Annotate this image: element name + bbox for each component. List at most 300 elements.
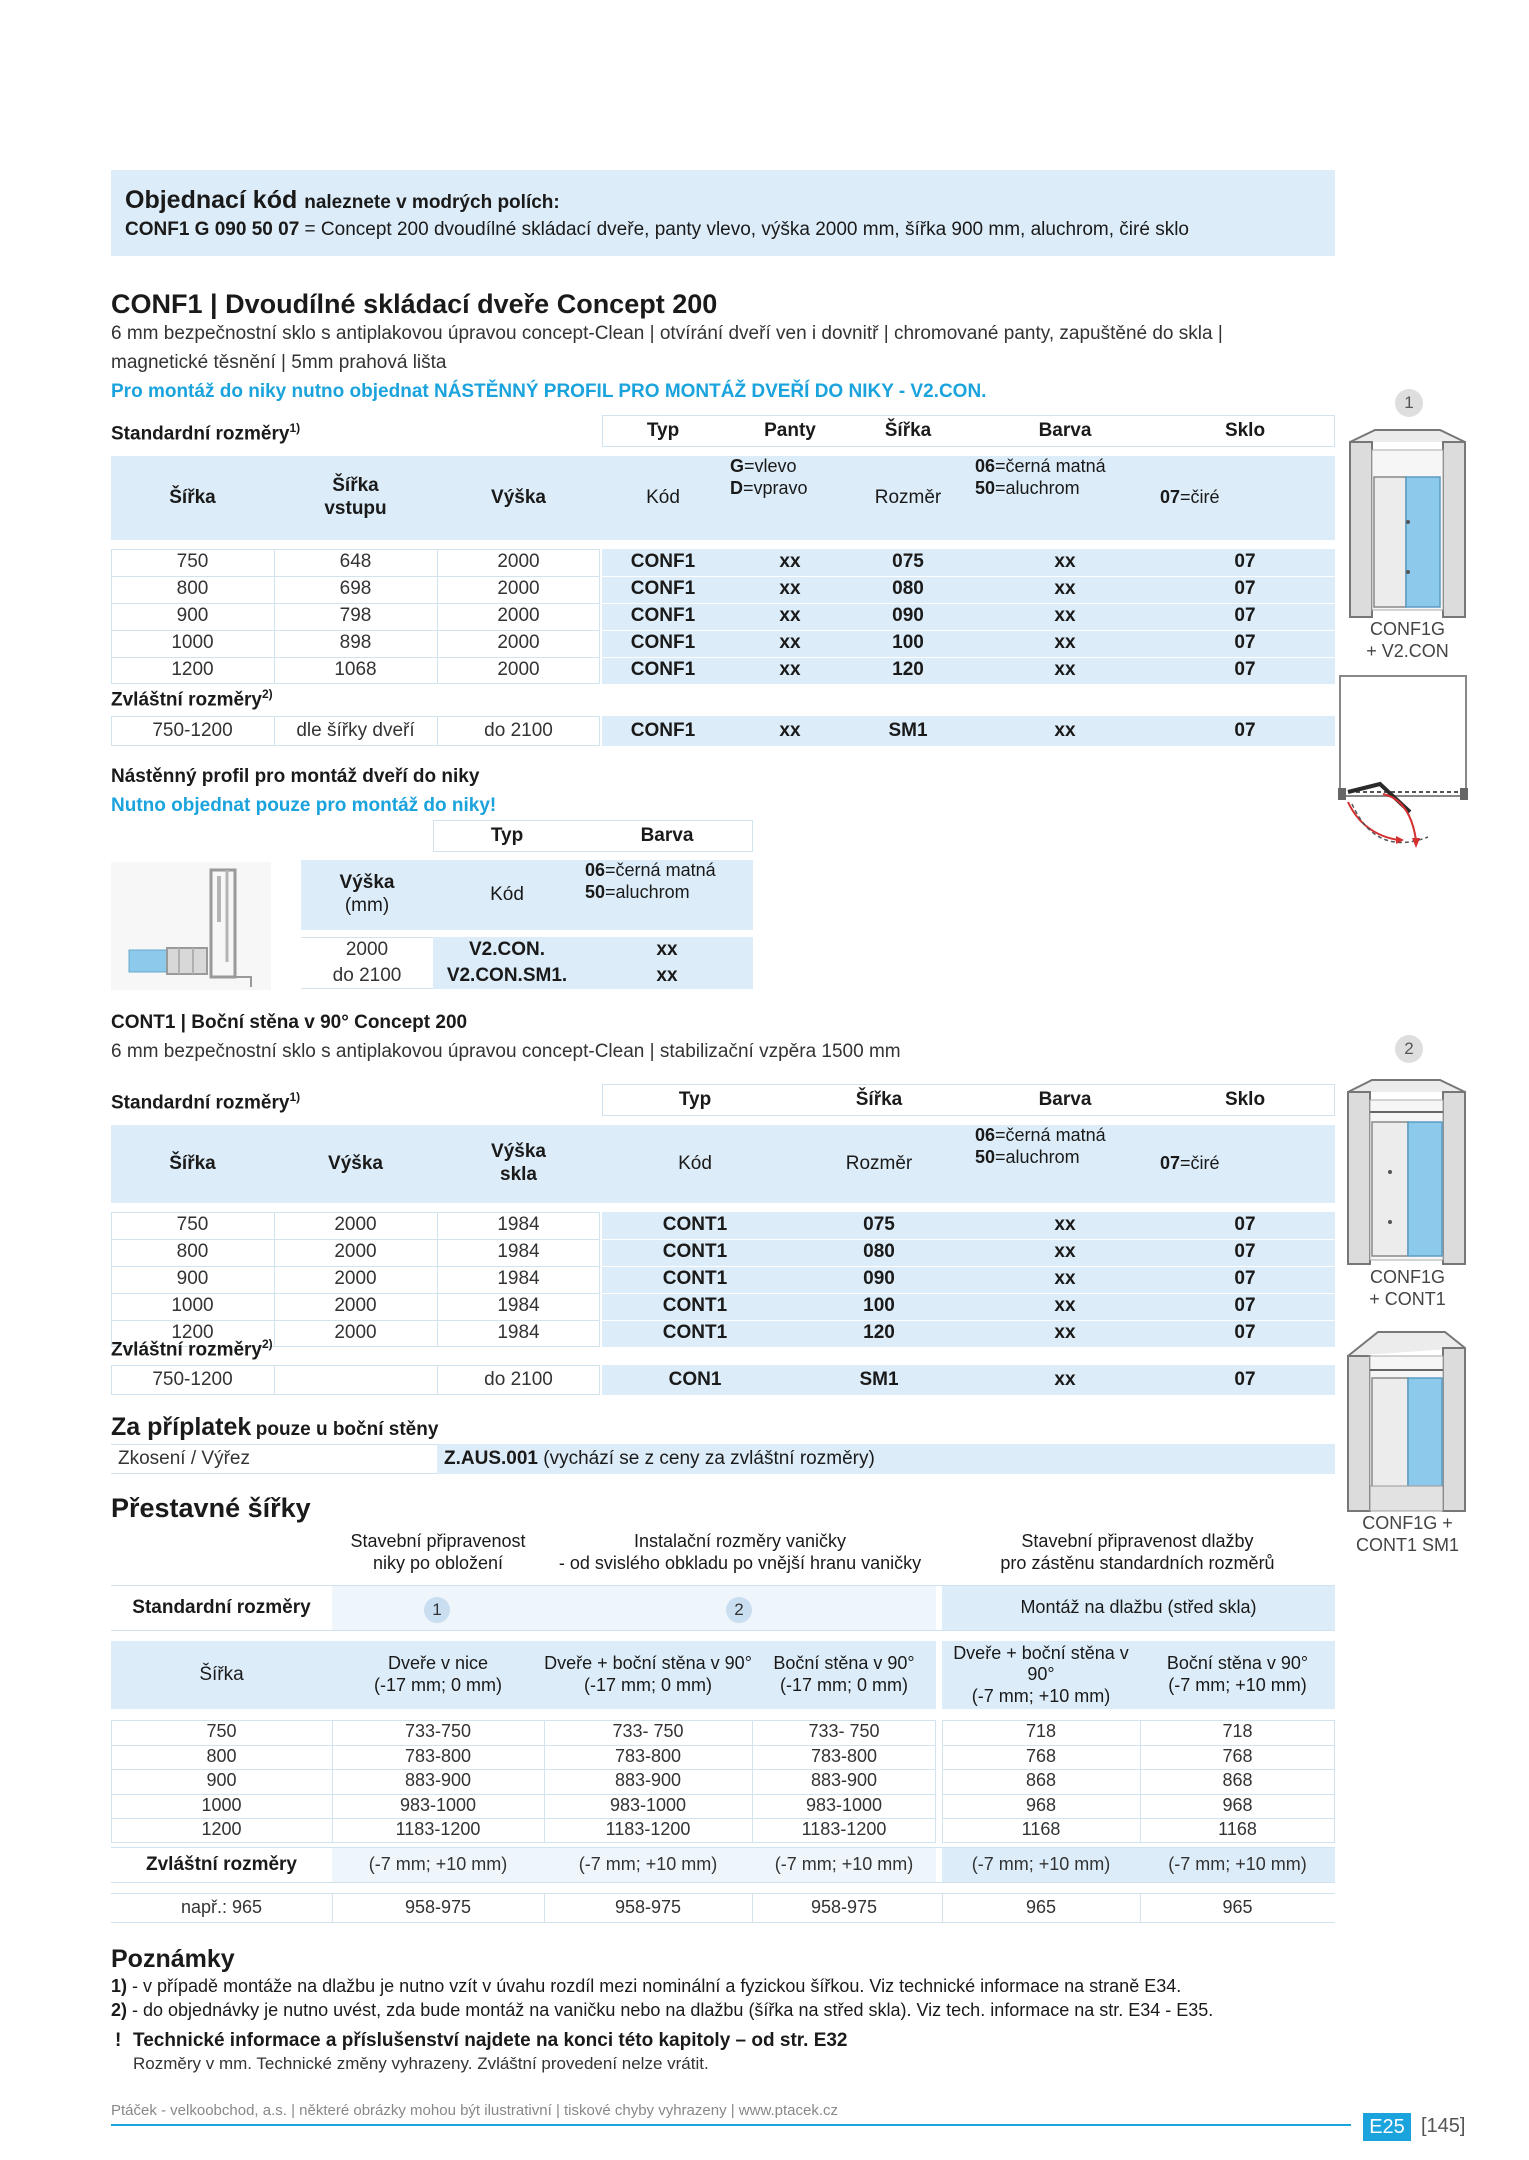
profile-note: Nutno objednat pouze pro montáž do niky! — [111, 795, 497, 816]
table-cell: 750 — [176, 551, 209, 573]
table-cell: 07 — [1234, 1368, 1256, 1390]
cont1-special-label-text: Zvláštní rozměry — [111, 1339, 262, 1361]
table-cell: 1168 — [1021, 1819, 1061, 1840]
prestavne-col-header — [332, 1641, 544, 1709]
conf1-std-sup: 1) — [289, 421, 301, 435]
table-cell: V2.CON.SM1. — [446, 964, 568, 986]
table-col-divider — [332, 1893, 333, 1923]
table-cell: 648 — [339, 551, 372, 573]
table-cell: 750-1200 — [152, 1368, 233, 1390]
shower-niche-illustration — [1340, 422, 1475, 622]
order-title-big: Objednací kód — [125, 186, 298, 214]
table-cell: 968 — [1222, 1794, 1253, 1815]
table-cell: 900 — [206, 1770, 237, 1791]
cont1-std-sup: 1) — [289, 1090, 301, 1104]
prestavne-col-header-line: Dveře v nice — [387, 1653, 489, 1674]
order-code-example — [125, 219, 1189, 241]
table-cell: 883-900 — [810, 1770, 878, 1791]
prestavne-col-header-line: Boční stěna v 90° — [1166, 1653, 1309, 1674]
side-badge-2-text: 2 — [1404, 1038, 1414, 1058]
table-cell: 2000 — [497, 578, 540, 600]
table-cell: SM1 — [859, 1368, 899, 1390]
conf1-panty-g-code: G — [730, 456, 745, 476]
table-cell: 100 — [892, 632, 924, 654]
conf1-col-sklo — [1160, 456, 1330, 540]
tech-info-sub: Rozměry v mm. Technické změny vyhrazeny. Zvláštní provedení nelze vrátit. — [133, 2054, 709, 2073]
table-cell: (-7 mm; +10 mm) — [368, 1854, 508, 1875]
table-cell: CONF1 — [630, 551, 696, 573]
table-cell: xx — [779, 632, 801, 654]
table-cell: xx — [656, 964, 678, 986]
table-col-divider — [332, 1720, 333, 1843]
table-cell: (-7 mm; +10 mm) — [578, 1854, 718, 1875]
conf1-panty-g-text: =vlevo — [744, 456, 797, 476]
table-cell: do 2100 — [484, 1368, 553, 1390]
table-col-divider — [274, 549, 275, 684]
table-cell: V2.CON. — [468, 938, 546, 960]
table-cell: 1200 — [201, 1819, 242, 1840]
table-cell: 898 — [339, 632, 372, 654]
profile-vyska-unit: (mm) — [344, 895, 390, 916]
table-cell: xx — [1054, 605, 1076, 627]
cont1-barva-50-text: =aluchrom — [995, 1146, 1080, 1167]
notes-title: Poznámky — [111, 1945, 235, 1973]
conf1-col-rozmer: Rozměr — [874, 486, 942, 508]
profile-col-barva — [585, 860, 753, 930]
table-cell: 958-975 — [614, 1897, 682, 1918]
table-cell: 2000 — [497, 605, 540, 627]
table-cell: 07 — [1234, 632, 1256, 654]
priplatek-label: Zkosení / Výřez — [118, 1448, 250, 1469]
cont1-top-header: Sklo — [1224, 1088, 1266, 1110]
table-cell: 2000 — [497, 551, 540, 573]
table-cell: 1168 — [1218, 1819, 1257, 1840]
table-cell: xx — [779, 578, 801, 600]
table-cell: 868 — [1025, 1770, 1057, 1791]
prestavne-col-header-line: (-17 mm; 0 mm) — [374, 1675, 502, 1695]
side-caption-3 — [1330, 1512, 1485, 1558]
cont1-special-label — [111, 1337, 273, 1361]
order-title-small: naleznete v modrých polích: — [304, 192, 560, 213]
order-example-text: = Concept 200 dvoudílné skládací dveře, panty vlevo, výška 2000 mm, šířka 900 mm, aluchrom, čiré sklo — [304, 219, 1189, 240]
table-cell: 07 — [1234, 1268, 1256, 1290]
prestavne-group2 — [544, 1530, 936, 1576]
table-cell: xx — [779, 659, 801, 681]
conf1-barva-50-text: =aluchrom — [995, 477, 1080, 498]
side-caption-2 — [1340, 1266, 1475, 1312]
prestavne-group1-line2: niky po obložení — [372, 1553, 504, 1573]
conf1-std-label — [111, 421, 300, 445]
table-cell: 1984 — [497, 1295, 540, 1317]
note-2-text: - do objednávky je nutno uvést, zda bude montáž na vaničku nebo na dlažbu (šířka na střed skla). Viz tech. informace na str. E34 - E35. — [127, 2000, 1214, 2020]
footer-page-code-text: E25 — [1369, 2116, 1405, 2138]
side-caption-1 — [1340, 618, 1475, 664]
side-caption-1-line1: CONF1G — [1369, 619, 1445, 640]
prestavne-group2-line1: Instalační rozměry vaničky — [633, 1531, 847, 1552]
prestavne-std-label: Standardní rozměry — [132, 1596, 311, 1618]
profile-col-barva-header: Barva — [640, 824, 694, 846]
conf1-top-header: Sklo — [1224, 419, 1266, 441]
profile-barva-06-text: =černá matná — [605, 860, 716, 880]
cont1-std-label-text: Standardní rozměry — [111, 1092, 290, 1114]
order-code-title — [125, 186, 560, 215]
table-cell: 1200 — [171, 659, 214, 681]
table-cell: 900 — [176, 1268, 209, 1290]
table-cell: 968 — [1025, 1794, 1057, 1815]
table-cell: 733- 750 — [808, 1721, 880, 1742]
table-cell: 2000 — [497, 659, 540, 681]
cont1-desc: 6 mm bezpečnostní sklo s antiplakovou úpravou concept-Clean | stabilizační vzpěra 1500 mm — [111, 1041, 901, 1062]
table-cell: 1068 — [334, 659, 377, 681]
table-cell: 733-750 — [404, 1721, 472, 1742]
profile-col-typ-header: Typ — [490, 824, 524, 846]
prestavne-col-header — [1140, 1641, 1335, 1709]
profile-vyska-label: Výška — [339, 872, 395, 894]
table-cell: 07 — [1234, 578, 1256, 600]
priplatek-title — [111, 1413, 438, 1442]
table-cell: xx — [656, 938, 678, 960]
prestavne-group1 — [332, 1530, 544, 1576]
side-badge-2 — [1395, 1035, 1423, 1063]
table-cell: 1984 — [497, 1214, 540, 1236]
door-swing-plan-illustration — [1338, 672, 1473, 864]
cont1-barva-06-code: 06 — [975, 1125, 996, 1145]
table-cell: 2000 — [334, 1214, 377, 1236]
table-cell: xx — [1054, 1368, 1076, 1390]
note-2-num: 2) — [111, 2000, 128, 2020]
cont1-top-header: Šířka — [855, 1088, 903, 1110]
prestavne-col-header-line: (-7 mm; +10 mm) — [971, 1685, 1111, 1706]
cont1-col-vyska-skla-1: Výška — [491, 1141, 546, 1163]
conf1-col-panty — [730, 456, 850, 540]
cont1-barva-50-code: 50 — [975, 1146, 996, 1167]
side-caption-1-line2: + V2.CON — [1366, 641, 1449, 661]
prestavne-badge-1-text: 1 — [432, 1599, 442, 1619]
table-col-divider — [437, 549, 438, 684]
table-col-divider — [544, 1893, 545, 1923]
table-cell: xx — [1054, 719, 1076, 741]
conf1-top-header: Typ — [646, 419, 680, 441]
conf1-col-sirka-vstupu-1: Šířka — [332, 475, 379, 497]
conf1-desc-line1: 6 mm bezpečnostní sklo s antiplakovou úpravou concept-Clean | otvírání dveří ven i dovnitř | chromované panty, zapuštěné do skla | — [111, 323, 1223, 344]
tech-info-title: Technické informace a příslušenství najdete na konci této kapitoly – od str. E32 — [133, 2030, 848, 2051]
conf1-note: Pro montáž do niky nutno objednat NÁSTĚNNÝ PROFIL PRO MONTÁŽ DVEŘÍ DO NIKY - V2.CON. — [111, 381, 987, 402]
table-col-divider — [1140, 1893, 1141, 1923]
note-1 — [111, 1976, 1181, 1997]
table-cell: CONT1 — [662, 1268, 728, 1290]
priplatek-title-big: Za příplatek — [111, 1413, 252, 1441]
table-cell: 783-800 — [404, 1745, 472, 1766]
table-cell: 883-900 — [614, 1770, 682, 1791]
side-caption-2-line2: + CONT1 — [1369, 1289, 1446, 1309]
table-cell: do 2100 — [332, 964, 402, 986]
table-cell: xx — [1054, 1322, 1076, 1344]
table-cell: 080 — [892, 578, 924, 600]
table-cell: 07 — [1234, 1214, 1256, 1236]
prestavne-col-header-line: Dveře + boční stěna v 90° — [544, 1653, 752, 1674]
prestavne-montaz: Montáž na dlažbu (střed skla) — [1020, 1597, 1257, 1618]
table-cell: 750 — [206, 1721, 237, 1742]
side-badge-1-text: 1 — [1404, 392, 1414, 412]
table-col-divider — [752, 1893, 753, 1923]
table-cell: CONF1 — [630, 578, 696, 600]
conf1-barva-06-code: 06 — [975, 456, 996, 476]
conf1-special-sup: 2) — [262, 687, 273, 701]
table-cell: 07 — [1234, 605, 1256, 627]
table-cell: 07 — [1234, 1295, 1256, 1317]
table-cell: xx — [779, 605, 801, 627]
table-cell: 958-975 — [404, 1897, 472, 1918]
prestavne-col-header-line: (-17 mm; 0 mm) — [584, 1675, 712, 1695]
cont1-std-label — [111, 1090, 300, 1114]
footer-page-code — [1363, 2113, 1411, 2141]
table-cell: 750-1200 — [152, 719, 233, 741]
table-cell: 100 — [863, 1295, 895, 1317]
prestavne-col-header — [942, 1641, 1140, 1709]
prestavne-title: Přestavné šířky — [111, 1493, 311, 1523]
cont1-top-header: Barva — [1038, 1088, 1092, 1110]
prestavne-col-header-line: Dveře + boční stěna v 90° — [953, 1642, 1129, 1685]
table-cell: 718 — [1025, 1721, 1057, 1742]
table-cell: do 2100 — [484, 719, 553, 741]
note-1-num: 1) — [111, 1976, 128, 1996]
prestavne-badge-1 — [424, 1597, 450, 1623]
prestavne-col-header — [752, 1641, 936, 1709]
side-caption-3-line1: CONF1G + — [1362, 1513, 1453, 1534]
table-cell: CONT1 — [662, 1322, 728, 1344]
table-cell: 2000 — [334, 1322, 377, 1344]
cont1-col-sklo — [1160, 1125, 1330, 1203]
conf1-col-sirka-vstupu — [274, 456, 437, 540]
prestavne-col-header — [544, 1641, 752, 1709]
table-cell: 1984 — [497, 1322, 540, 1344]
footer-page-num: [145] — [1421, 2115, 1466, 2137]
table-cell: 800 — [176, 578, 209, 600]
conf1-top-header: Panty — [764, 419, 816, 441]
table-cell: 07 — [1234, 1241, 1256, 1263]
prestavne-col-header-line: (-17 mm; 0 mm) — [780, 1675, 908, 1695]
table-col-divider — [274, 716, 275, 746]
profile-barva-06-code: 06 — [585, 860, 606, 880]
table-cell: CON1 — [668, 1368, 722, 1390]
table-col-divider — [437, 1212, 438, 1347]
conf1-col-barva — [975, 456, 1155, 540]
conf1-top-header: Barva — [1038, 419, 1092, 441]
side-caption-3-line2: CONT1 SM1 — [1355, 1535, 1460, 1555]
conf1-special-label — [111, 687, 273, 711]
prestavne-col-header-line: Boční stěna v 90° — [773, 1653, 915, 1674]
table-cell: 965 — [1222, 1897, 1253, 1918]
cont1-title: CONT1 | Boční stěna v 90° Concept 200 — [111, 1012, 468, 1033]
table-cell: 090 — [892, 605, 924, 627]
conf1-title: CONF1 | Dvoudílné skládací dveře Concept 200 — [111, 289, 718, 319]
table-cell: 1000 — [171, 1295, 214, 1317]
table-cell: xx — [1054, 1214, 1076, 1236]
table-cell: 2000 — [345, 938, 389, 960]
table-col-divider — [274, 1365, 275, 1395]
table-cell: xx — [1054, 551, 1076, 573]
side-caption-2-line1: CONF1G — [1369, 1267, 1445, 1288]
order-example-code: CONF1 G 090 50 07 — [125, 219, 300, 240]
tech-exclamation: ! — [115, 2030, 122, 2051]
table-cell: 07 — [1234, 719, 1256, 741]
table-cell: 2000 — [334, 1268, 377, 1290]
table-cell: 1200 — [171, 1322, 214, 1344]
table-cell: 798 — [339, 605, 372, 627]
conf1-std-label-text: Standardní rozměry — [111, 423, 290, 445]
cont1-col-vyska-skla-2: skla — [500, 1164, 537, 1185]
priplatek-title-small: pouze u boční stěny — [255, 1419, 439, 1440]
prestavne-group3-line2: pro zástěnu standardních rozměrů — [1000, 1553, 1275, 1573]
cont1-col-barva — [975, 1125, 1155, 1203]
table-cell: např.: 965 — [180, 1897, 263, 1918]
table-col-divider — [1140, 1720, 1141, 1843]
note-2 — [111, 2000, 1213, 2021]
table-cell: xx — [779, 719, 801, 741]
table-col-divider — [437, 1365, 438, 1395]
table-cell: 800 — [176, 1241, 209, 1263]
conf1-barva-06-text: =černá matná — [995, 456, 1106, 476]
table-cell: CONT1 — [662, 1241, 728, 1263]
table-cell: 1000 — [171, 632, 214, 654]
table-cell: 783-800 — [810, 1745, 878, 1766]
side-badge-1 — [1395, 389, 1423, 417]
table-cell: CONT1 — [662, 1214, 728, 1236]
conf1-special-label-text: Zvláštní rozměry — [111, 689, 262, 711]
cont1-sklo-07-code: 07 — [1160, 1153, 1181, 1174]
table-cell: 120 — [892, 659, 924, 681]
profile-barva-50-text: =aluchrom — [605, 881, 690, 902]
cont1-col-kod: Kód — [678, 1152, 712, 1174]
conf1-panty-d-code: D — [730, 477, 743, 498]
conf1-col-sirka: Šířka — [169, 486, 216, 508]
shower-corner-sm1-illustration — [1340, 1326, 1475, 1516]
conf1-col-sirka-vstupu-2: vstupu — [324, 498, 387, 519]
table-cell: 800 — [206, 1745, 237, 1766]
table-cell: 1984 — [497, 1268, 540, 1290]
conf1-barva-50-code: 50 — [975, 477, 996, 498]
cont1-special-sup: 2) — [262, 1337, 273, 1351]
cont1-col-rozmer: Rozměr — [845, 1152, 913, 1174]
table-cell: 733- 750 — [612, 1721, 684, 1742]
table-cell: xx — [1054, 1241, 1076, 1263]
table-col-divider — [274, 1212, 275, 1347]
table-cell: xx — [1054, 578, 1076, 600]
table-cell: 07 — [1234, 659, 1256, 681]
conf1-sklo-07-text: =čiré — [1180, 487, 1220, 508]
table-cell: (-7 mm; +10 mm) — [774, 1854, 914, 1875]
footer-text: Ptáček - velkoobchod, a.s. | některé obrázky mohou být ilustrativní | tiskové chyby vyhrazeny | www.ptacek.cz — [111, 2102, 839, 2119]
table-cell: 868 — [1222, 1770, 1253, 1791]
table-cell: xx — [1054, 659, 1076, 681]
prestavne-badge-2 — [726, 1597, 752, 1623]
table-cell: 983-1000 — [399, 1794, 477, 1815]
conf1-col-vyska: Výška — [491, 486, 546, 508]
prestavne-col-header-line: (-7 mm; +10 mm) — [1168, 1675, 1307, 1695]
table-cell: xx — [1054, 1295, 1076, 1317]
conf1-top-header: Šířka — [884, 419, 932, 441]
table-col-divider — [752, 1720, 753, 1843]
cont1-col-vyska: Výška — [328, 1152, 383, 1174]
table-cell: 075 — [863, 1214, 895, 1236]
table-cell: 1000 — [201, 1794, 242, 1815]
table-cell: CONF1 — [630, 719, 696, 741]
table-col-divider — [942, 1893, 943, 1923]
table-cell: 080 — [863, 1241, 895, 1263]
table-cell: 1183-1200 — [395, 1819, 481, 1840]
prestavne-group3 — [940, 1530, 1335, 1576]
table-cell: 983-1000 — [805, 1794, 883, 1815]
shower-corner-illustration — [1340, 1072, 1475, 1268]
table-cell: 07 — [1234, 551, 1256, 573]
table-col-divider — [437, 716, 438, 746]
table-cell: 883-900 — [404, 1770, 472, 1791]
prestavne-special-label: Zvláštní rozměry — [146, 1853, 297, 1875]
table-cell: 07 — [1234, 1322, 1256, 1344]
prestavne-col-sirka: Šířka — [199, 1663, 244, 1685]
table-cell: 958-975 — [810, 1897, 878, 1918]
table-cell: (-7 mm; +10 mm) — [971, 1854, 1111, 1875]
cont1-barva-06-text: =černá matná — [995, 1125, 1106, 1145]
conf1-desc-line2: magnetické těsnění | 5mm prahová lišta — [111, 352, 447, 373]
cont1-sklo-07-text: =čiré — [1180, 1153, 1220, 1174]
table-cell: 1183-1200 — [605, 1819, 691, 1840]
table-cell: CONF1 — [630, 659, 696, 681]
prestavne-group3-line1: Stavební připravenost dlažby — [1021, 1531, 1254, 1552]
cont1-col-vyska-skla — [437, 1125, 600, 1203]
table-cell: 718 — [1222, 1721, 1253, 1742]
table-cell: 965 — [1025, 1897, 1057, 1918]
conf1-col-kod: Kód — [646, 486, 680, 508]
table-cell: 698 — [339, 578, 372, 600]
table-cell: xx — [1054, 632, 1076, 654]
table-cell: 783-800 — [614, 1745, 682, 1766]
table-cell: xx — [779, 551, 801, 573]
wall-profile-drawing — [111, 862, 271, 990]
table-cell: dle šířky dveří — [296, 719, 415, 741]
profile-title: Nástěnný profil pro montáž dveří do niky — [111, 766, 480, 787]
cont1-top-header: Typ — [678, 1088, 712, 1110]
table-cell: CONT1 — [662, 1295, 728, 1317]
table-cell: 1183-1200 — [801, 1819, 887, 1840]
table-cell: 090 — [863, 1268, 895, 1290]
table-cell: CONF1 — [630, 632, 696, 654]
conf1-panty-d-text: =vpravo — [743, 477, 808, 498]
table-cell — [274, 1365, 437, 1395]
priplatek-text: (vychází se z ceny za zvláštní rozměry) — [543, 1448, 875, 1469]
prestavne-std-shaded — [332, 1586, 936, 1630]
table-cell: 900 — [176, 605, 209, 627]
table-cell: (-7 mm; +10 mm) — [1168, 1854, 1307, 1875]
table-cell: 768 — [1222, 1745, 1253, 1766]
cont1-col-sirka: Šířka — [169, 1152, 216, 1174]
profile-barva-50-code: 50 — [585, 881, 606, 902]
conf1-sklo-07-code: 07 — [1160, 487, 1181, 508]
table-cell: 750 — [176, 1214, 209, 1236]
table-cell: 768 — [1025, 1745, 1057, 1766]
table-col-divider — [544, 1720, 545, 1843]
table-cell: SM1 — [888, 719, 928, 741]
prestavne-group2-line2: - od svislého obkladu po vnější hranu vaničky — [558, 1553, 922, 1573]
profile-col-kod: Kód — [490, 883, 524, 905]
prestavne-badge-2-text: 2 — [734, 1599, 744, 1619]
table-cell: 1984 — [497, 1241, 540, 1263]
table-cell: 075 — [892, 551, 924, 573]
profile-col-vyska — [301, 860, 433, 930]
footer-line — [111, 2124, 1351, 2126]
note-1-text: - v případě montáže na dlažbu je nutno vzít v úvahu rozdíl mezi nominální a fyzickou šířkou. Viz technické informace na straně E34. — [127, 1976, 1182, 1996]
table-cell: 2000 — [497, 632, 540, 654]
